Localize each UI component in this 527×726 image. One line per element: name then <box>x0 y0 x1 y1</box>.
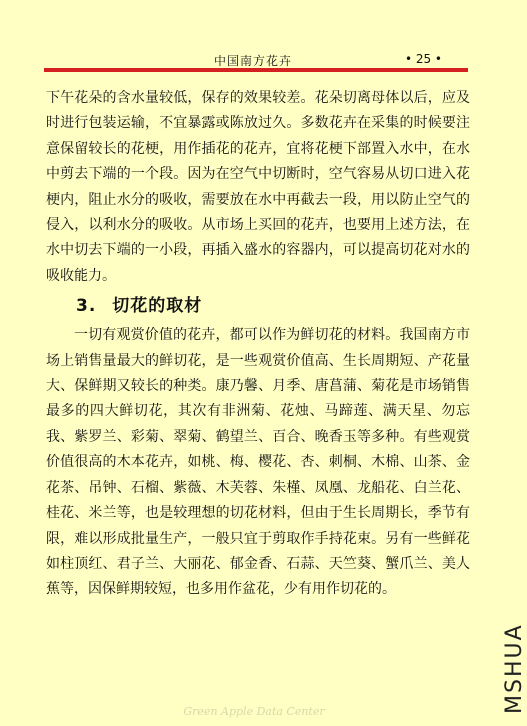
page-body <box>46 86 470 603</box>
header-title: 中国南方花卉 <box>214 54 293 68</box>
side-watermark <box>472 604 527 714</box>
bottom-watermark: Green Apple Data Center <box>183 705 325 718</box>
header-rule <box>44 68 468 72</box>
section-number: 3. <box>76 296 97 317</box>
side-watermark-text: MSHUA <box>502 623 527 714</box>
page-number: • 25 • <box>404 52 442 66</box>
section-title: 切花的取材 <box>112 296 203 317</box>
section-heading <box>76 292 470 320</box>
paragraph-continued: 下午花朵的含水量较低，保存的效果较差。花朵切离母体以后，应及时进行包装运输，不宜暴露或陈放过久。多数花卉在采集的时候要注意保留较长的花梗，用作插花的花卉，宜将花梗下部置入水中，在水中剪去下端的一个段。因为在空气中切断时，空气容易从切口进入花梗内，阻止水分的吸收，需要放在水中再截去一段，用以防止空气的侵入，以利水分的吸收。从市场上买回的花卉，也要用上述方法，在水中切去下端的一小段，再插入盛水的容器内，可以提高切花对水的吸收能力。 <box>46 90 470 284</box>
paragraph-cut-flower-materials: 一切有观赏价值的花卉，都可以作为鲜切花的材料。我国南方市场上销售量最大的鲜切花，是一些观赏价值高、生长周期短、产花量大、保鲜期又较长的种类。康乃馨、月季、唐菖蒲、菊花是市场销售最多的四大鲜切花，其次有非洲菊、花烛、马蹄莲、满天星、勿忘我、紫罗兰、彩菊、翠菊、鹤望兰、百合、晚香玉等多种。有些观赏价值很高的木本花卉，如桃、梅、樱花、杏、刺桐、木棉、山茶、金花茶、吊钟、石榴、紫薇、木芙蓉、朱槿、凤凰、龙船花、白兰花、桂花、米兰等，也是较理想的切花材料，但由于生长周期长，季节有限，难以形成批量生产，一般只宜于剪取作手持花束。另有一些鲜花如柱顶红、君子兰、大丽花、郁金香、石蒜、天竺葵、蟹爪兰、美人蕉等，因保鲜期较短，也多用作盆花，少有用作切花的。 <box>46 327 470 598</box>
